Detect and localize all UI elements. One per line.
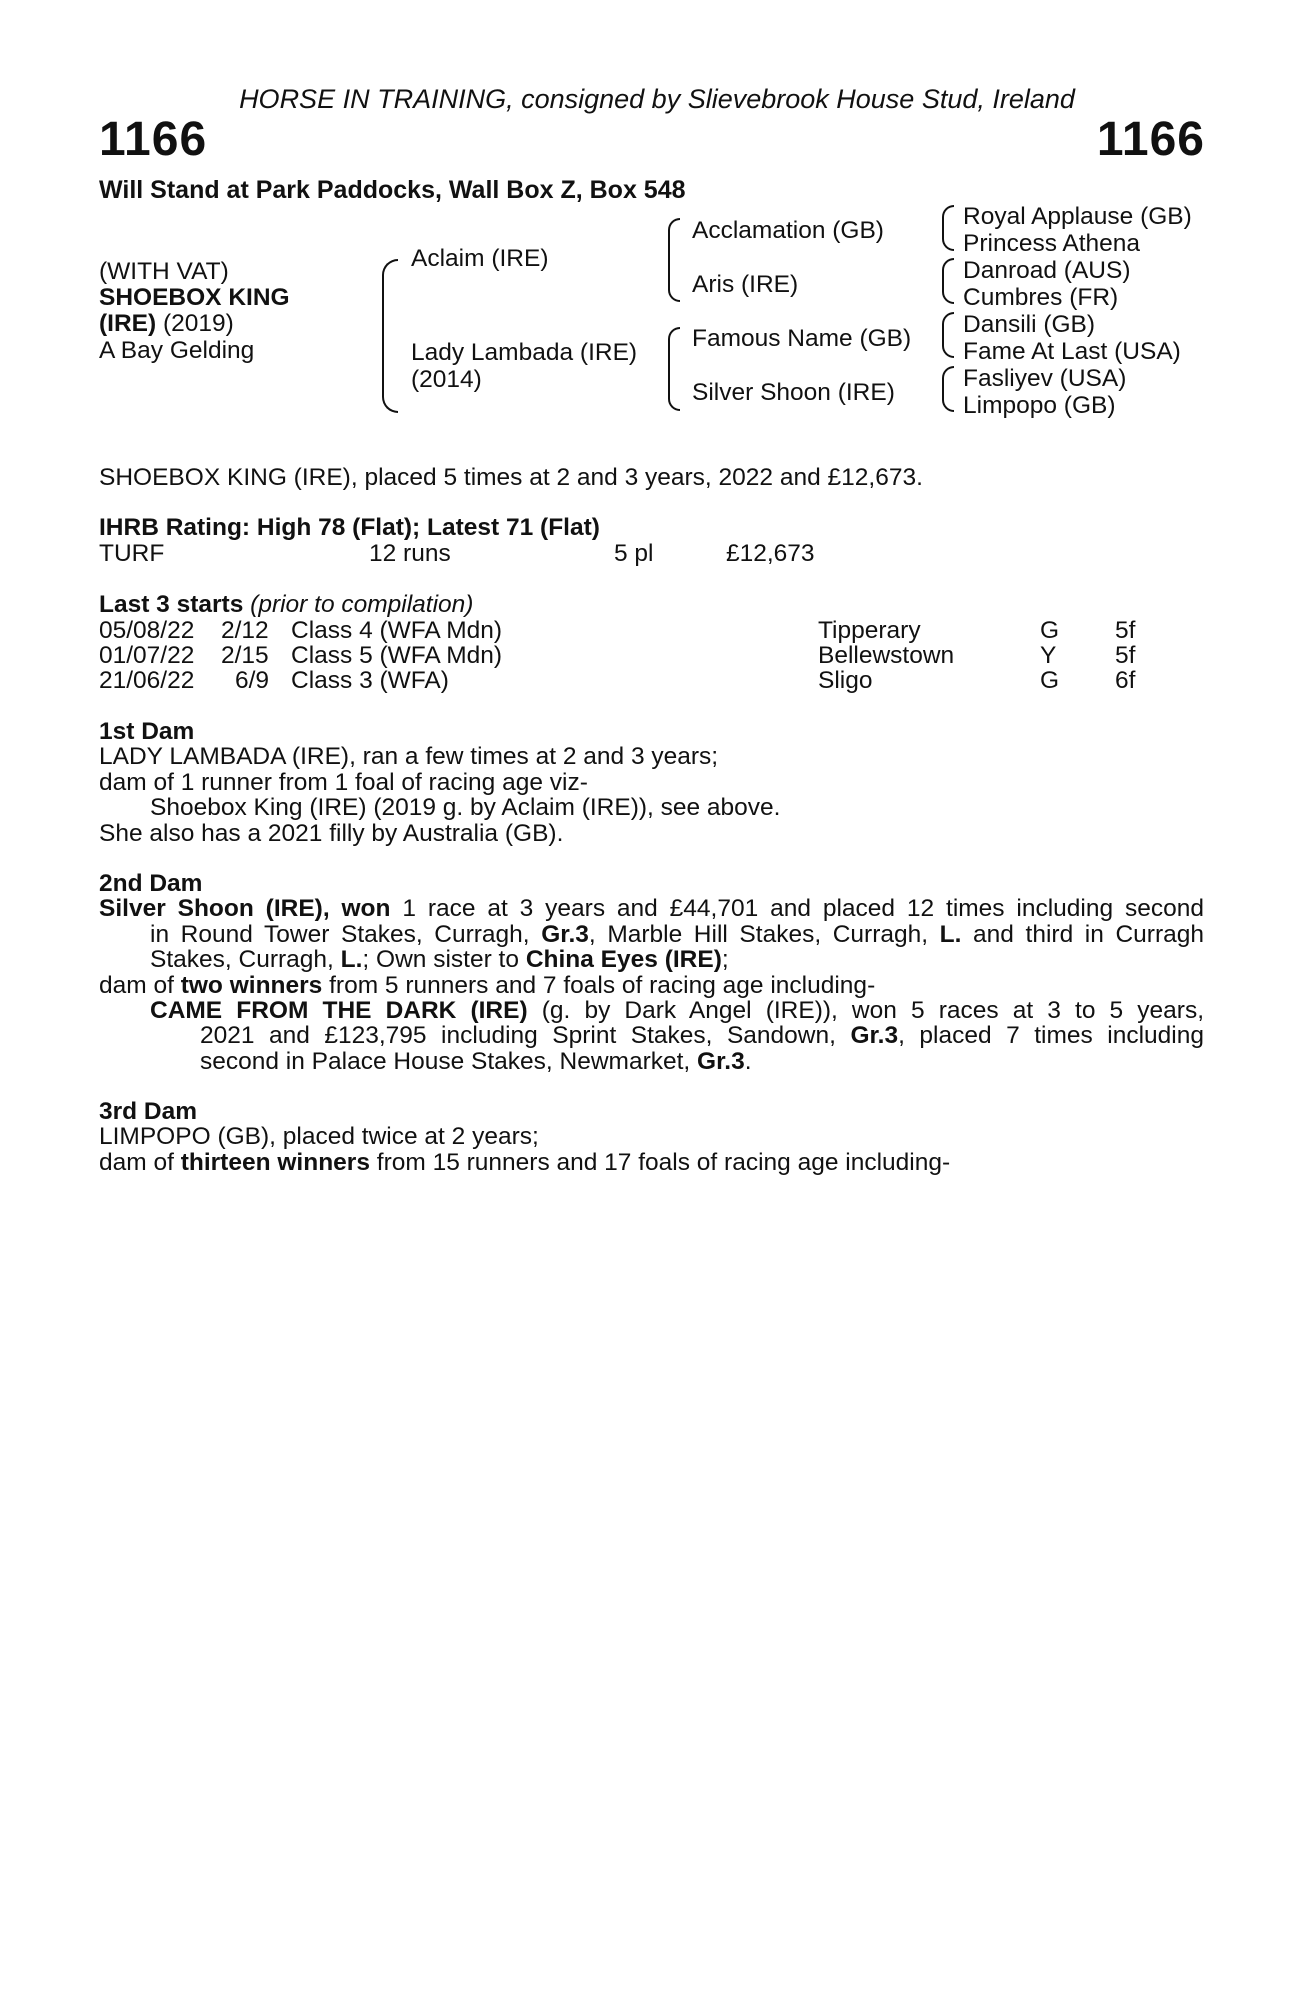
brace-sd [942, 258, 954, 304]
sire-dam: Aris (IRE) [692, 271, 799, 298]
ggd-3: Fame At Last (USA) [963, 338, 1181, 365]
sire-sire: Acclamation (GB) [692, 217, 884, 244]
ggs-2: Danroad (AUS) [963, 257, 1131, 284]
start-date: 01/07/22 [99, 642, 195, 669]
brace-generation-1 [382, 259, 398, 413]
start-going: Y [1040, 642, 1057, 669]
section-heading: 3rd Dam [99, 1098, 198, 1125]
brace-ds [942, 312, 954, 358]
dam2-line: Stakes, Curragh, L.; Own sister to China Eyes (IRE); [150, 946, 729, 974]
ggs-4: Fasliyev (USA) [963, 365, 1127, 392]
race-summary: SHOEBOX KING (IRE), placed 5 times at 2 and 3 years, 2022 and £12,673. [99, 464, 923, 491]
lot-number-left: 1166 [99, 113, 208, 166]
sire: Aclaim (IRE) [411, 245, 549, 272]
rating-placed: 5 pl [614, 540, 654, 567]
dam-sire: Famous Name (GB) [692, 325, 912, 352]
vat-note: (WITH VAT) [99, 258, 229, 285]
start-race: Class 4 (WFA Mdn) [291, 617, 503, 644]
starts-title: Last 3 starts (prior to compilation) [99, 591, 474, 618]
ggd-2: Cumbres (FR) [963, 284, 1119, 311]
dam1-line: Shoebox King (IRE) (2019 g. by Aclaim (IRE)), see above. [150, 794, 781, 822]
start-position: 6/9 [235, 667, 270, 694]
dam: Lady Lambada (IRE) [411, 339, 638, 366]
start-date: 21/06/22 [99, 667, 195, 694]
dam2-line: 2021 and £123,795 including Sprint Stakes, Sandown, Gr.3, placed 7 times including [200, 1022, 1204, 1050]
dam-dam: Silver Shoon (IRE) [692, 379, 895, 406]
start-course: Tipperary [818, 617, 921, 644]
rating-runs: 12 runs [369, 540, 451, 567]
start-race: Class 5 (WFA Mdn) [291, 642, 503, 669]
start-date: 05/08/22 [99, 617, 195, 644]
dam1-line: She also has a 2021 filly by Australia (GB). [99, 819, 564, 847]
start-race: Class 3 (WFA) [291, 667, 449, 694]
brace-dam-parents [668, 327, 680, 411]
second-dam-section [99, 871, 1204, 1074]
dam2-line: second in Palace House Stakes, Newmarket, Gr.3. [200, 1047, 752, 1075]
brace-dd [942, 366, 954, 412]
horse-description: A Bay Gelding [99, 337, 255, 364]
start-going: G [1040, 617, 1060, 644]
dam3-line: dam of thirteen winners from 15 runners and 17 foals of racing age including- [99, 1148, 951, 1176]
start-position: 2/12 [221, 617, 269, 644]
start-course: Bellewstown [818, 642, 955, 669]
brace-ss [942, 205, 954, 251]
start-distance: 5f [1115, 617, 1136, 644]
consignor-line: HORSE IN TRAINING, consigned by Slievebrook House Stud, Ireland [239, 84, 1075, 114]
dam2-line: in Round Tower Stakes, Curragh, Gr.3, Marble Hill Stakes, Curragh, L. and third in Curragh [150, 920, 1204, 948]
stand-location: Will Stand at Park Paddocks, Wall Box Z, Box 548 [99, 176, 686, 204]
section-heading: 1st Dam [99, 718, 195, 745]
ggd-1: Princess Athena [963, 230, 1141, 257]
ggd-4: Limpopo (GB) [963, 392, 1116, 419]
rating-prize: £12,673 [726, 540, 815, 567]
start-position: 2/15 [221, 642, 269, 669]
dam2-line: Silver Shoon (IRE), won 1 race at 3 years and £44,701 and placed 12 times including second [99, 895, 1204, 923]
start-distance: 5f [1115, 642, 1136, 669]
lot-number-right: 1166 [1096, 113, 1205, 166]
section-heading: 2nd Dam [99, 870, 203, 897]
dam3-line: LIMPOPO (GB), placed twice at 2 years; [99, 1123, 539, 1151]
horse-suffix: (IRE) (2019) [99, 310, 234, 337]
brace-sire-parents [668, 218, 680, 302]
dam2-line: CAME FROM THE DARK (IRE) (g. by Dark Angel (IRE)), won 5 races at 3 to 5 years, [150, 997, 1205, 1025]
ggs-3: Dansili (GB) [963, 311, 1096, 338]
ggs-1: Royal Applause (GB) [963, 203, 1192, 230]
start-course: Sligo [818, 667, 873, 694]
third-dam-section [99, 1099, 1204, 1175]
rating-surface: TURF [99, 540, 165, 567]
start-going: G [1040, 667, 1060, 694]
dam-year: (2014) [411, 366, 482, 393]
first-dam-section [99, 719, 1199, 846]
rating-title: IHRB Rating: High 78 (Flat); Latest 71 (Flat) [99, 514, 600, 541]
dam2-line: dam of two winners from 5 runners and 7 foals of racing age including- [99, 971, 876, 999]
start-distance: 6f [1115, 667, 1136, 694]
horse-name: SHOEBOX KING [99, 284, 290, 311]
dam1-line: dam of 1 runner from 1 foal of racing age viz- [99, 768, 588, 796]
dam1-line: LADY LAMBADA (IRE), ran a few times at 2 and 3 years; [99, 743, 719, 771]
